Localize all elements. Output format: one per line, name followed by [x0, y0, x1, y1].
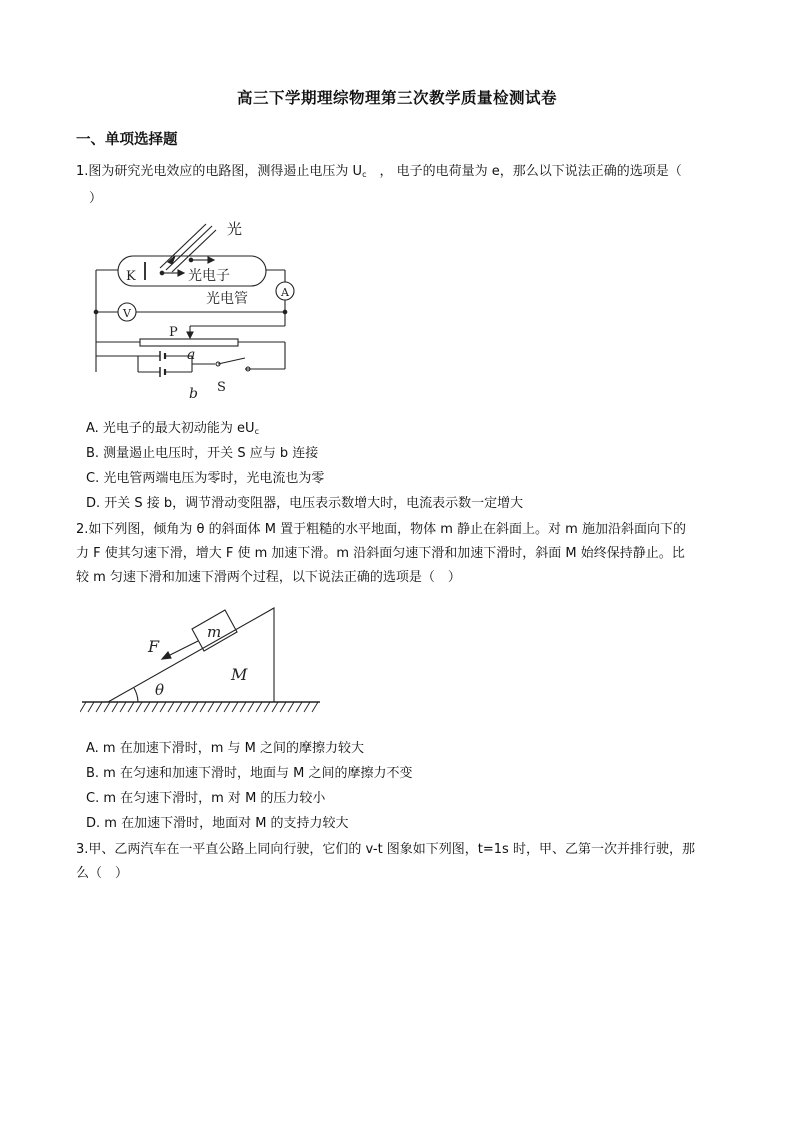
q2-option-c[interactable]: C. m 在匀速下滑时，m 对 M 的压力较小 — [86, 791, 326, 806]
label-ammeter: A — [281, 286, 289, 299]
photoelectric-circuit-figure — [80, 212, 310, 408]
q2-line-1: 2.如下列图，倾角为 θ 的斜面体 M 置于粗糙的水平地面，物体 m 静止在斜面上。对 m 施加沿斜面向下的 — [76, 522, 686, 537]
q2-line-2: 力 F 使其匀速下滑，增大 F 使 m 加速下滑。m 沿斜面匀速下滑和加速下滑时，斜面 M 始终保持静止。比 — [76, 546, 685, 561]
question-1-stem — [76, 160, 718, 211]
label-electron: 光电子 — [188, 268, 230, 284]
label-a: a — [187, 347, 196, 363]
label-slider: P — [169, 325, 178, 340]
q2-option-a[interactable]: A. m 在加速下滑时，m 与 M 之间的摩擦力较大 — [86, 741, 365, 756]
q1-stem-b: ， 电子的电荷量为 e，那么以下说法正确的选项是（ — [366, 164, 682, 179]
question-3-stem — [76, 838, 718, 886]
label-tube: 光电管 — [206, 291, 248, 307]
rheostat — [140, 339, 238, 346]
q1-option-a[interactable] — [86, 419, 259, 442]
label-small-mass: m — [207, 623, 222, 641]
page-title: 高三下学期理综物理第三次教学质量检测试卷 — [236, 89, 557, 107]
q1-stem-a: 1.图为研究光电效应的电路图，测得遏止电压为 U — [76, 164, 363, 179]
label-force: F — [148, 637, 160, 656]
incline-block-M — [108, 608, 274, 702]
q1-option-a-text: A. 光电子的最大初动能为 eU — [86, 421, 255, 436]
q1-stem-c: ） — [76, 191, 103, 206]
q2-option-d[interactable]: D. m 在加速下滑时，地面对 M 的支持力较大 — [86, 816, 349, 831]
q1-stem-sub: c — [362, 170, 367, 179]
label-angle: θ — [155, 681, 165, 699]
label-big-mass: M — [231, 665, 248, 684]
q3-line-1: 3.甲、乙两汽车在一平直公路上同向行驶，它们的 v-t 图象如下列图，t=1s 时，甲、乙第一次并排行驶，那 — [76, 842, 695, 857]
q1-option-b[interactable]: B. 测量遏止电压时，开关 S 应与 b 连接 — [86, 446, 319, 461]
question-2-stem — [76, 518, 718, 590]
q1-option-d[interactable]: D. 开关 S 接 b，调节滑动变阻器，电压表示数增大时，电流表示数一定增大 — [86, 496, 524, 511]
label-b: b — [189, 386, 198, 402]
q2-line-3: 较 m 匀速下滑和加速下滑两个过程，以下说法正确的选项是（ ） — [76, 570, 461, 585]
label-k: K — [126, 269, 136, 284]
q2-option-b[interactable]: B. m 在匀速和加速下滑时，地面与 M 之间的摩擦力不变 — [86, 766, 413, 781]
label-voltmeter: V — [123, 307, 131, 320]
q1-option-a-sub: c — [254, 427, 259, 436]
label-light: 光 — [227, 220, 243, 238]
q1-option-c[interactable]: C. 光电管两端电压为零时，光电流也为零 — [86, 471, 325, 486]
label-switch: S — [217, 380, 226, 395]
q3-line-2: 么（ ） — [76, 866, 129, 881]
section-heading: 一、单项选择题 — [76, 132, 178, 148]
incline-figure — [80, 604, 330, 722]
